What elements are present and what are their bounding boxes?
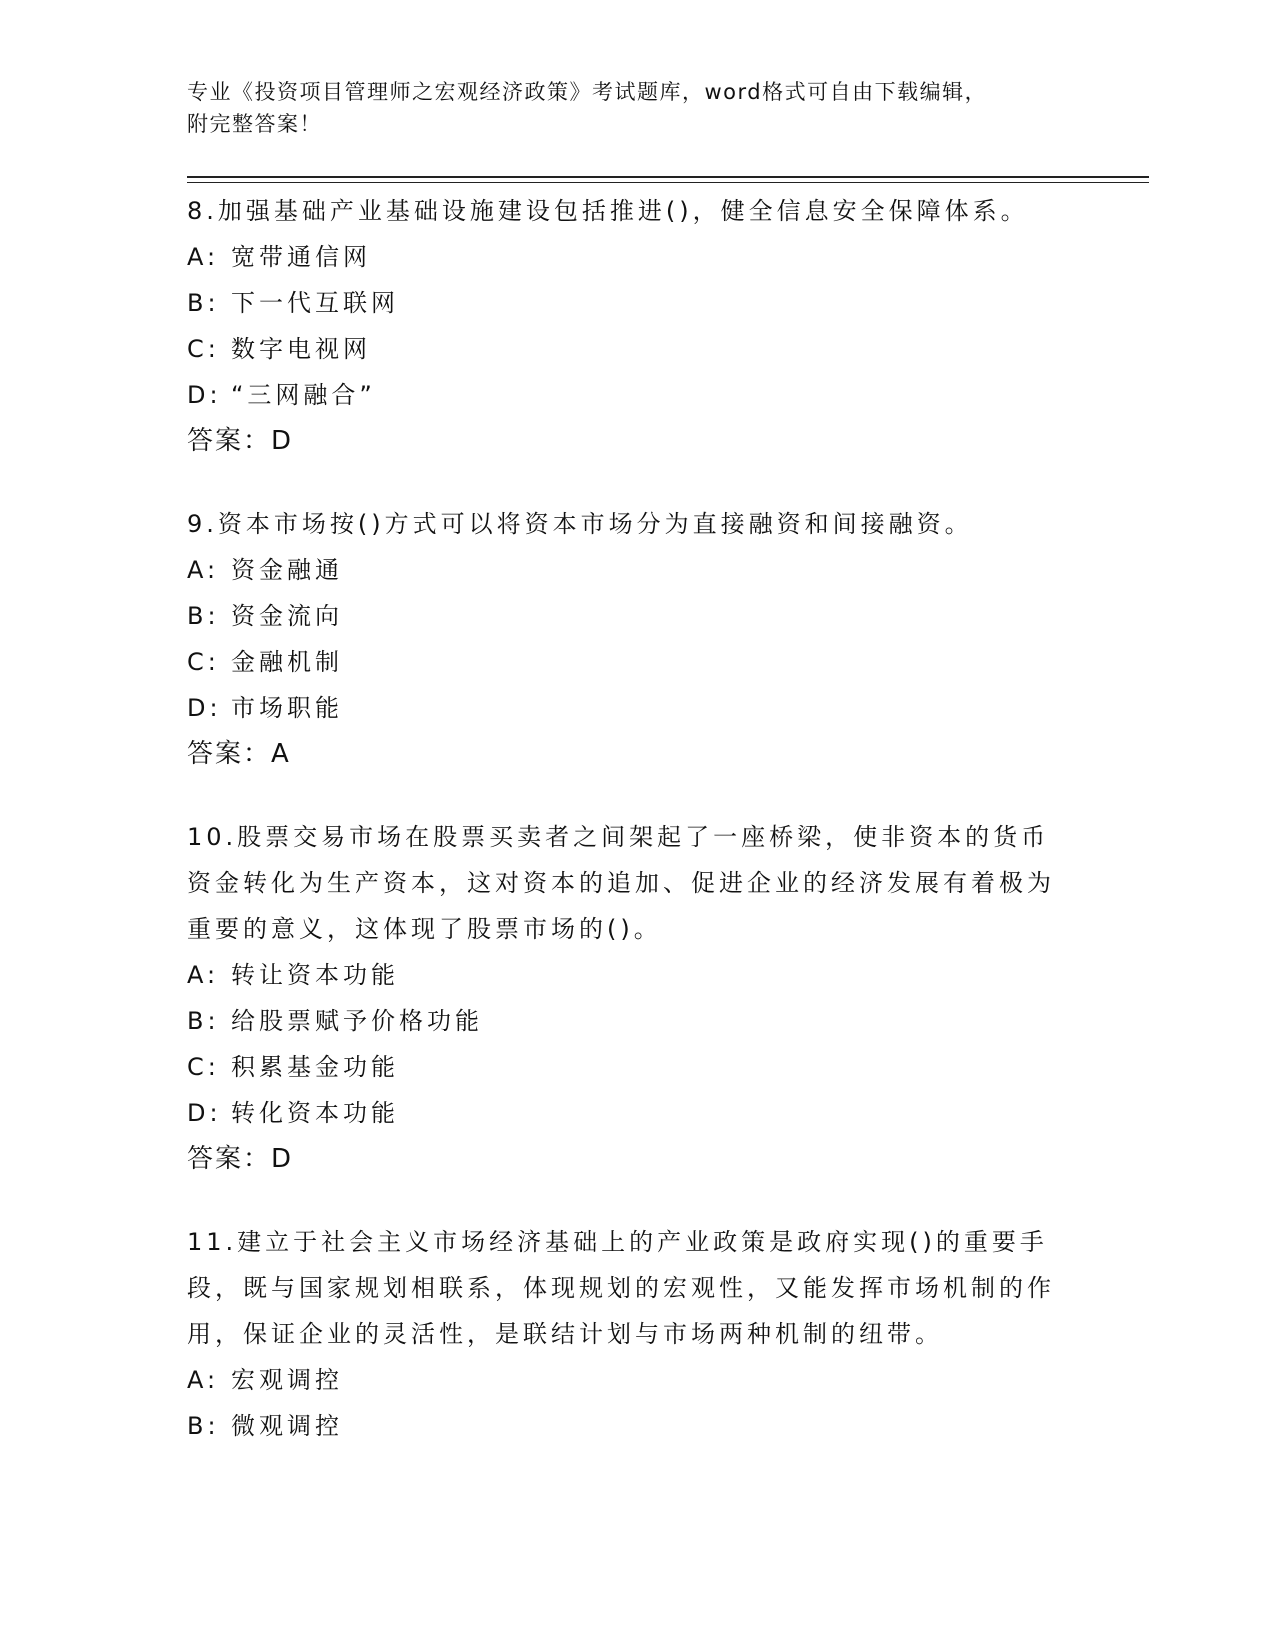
option-b — [187, 280, 1087, 326]
question-11 — [187, 1219, 1087, 1449]
option-a — [187, 1357, 1087, 1403]
option-text: 给股票赋予价格功能 — [231, 1007, 483, 1035]
answer-line: 答案：D — [187, 426, 294, 456]
answer-line: 答案：D — [187, 1144, 294, 1174]
option-text: 数字电视网 — [231, 335, 371, 363]
option-text: “三网融合” — [231, 381, 376, 409]
document-header — [187, 76, 1087, 140]
option-c — [187, 326, 1087, 372]
option-letter: B: — [187, 289, 220, 317]
option-letter: A: — [187, 1366, 220, 1394]
question-8 — [187, 188, 1087, 464]
option-a — [187, 234, 1087, 280]
question-9 — [187, 501, 1087, 777]
question-stem: 11.建立于社会主义市场经济基础上的产业政策是政府实现()的重要手段，既与国家规划相联系，体现规划的宏观性，又能发挥市场机制的作用，保证企业的灵活性，是联结计划与市场两种机制的纽带。 — [187, 1228, 1055, 1348]
option-text: 转化资本功能 — [231, 1099, 399, 1127]
option-text: 微观调控 — [231, 1412, 343, 1440]
option-letter: C: — [187, 1053, 220, 1081]
option-c — [187, 639, 1087, 685]
question-stem: 8.加强基础产业基础设施建设包括推进()，健全信息安全保障体系。 — [187, 197, 1029, 225]
option-text: 资金流向 — [231, 602, 343, 630]
question-stem: 10.股票交易市场在股票买卖者之间架起了一座桥梁，使非资本的货币资金转化为生产资本，这对资本的追加、促进企业的经济发展有着极为重要的意义，这体现了股票市场的()。 — [187, 823, 1055, 943]
option-d — [187, 685, 1087, 731]
option-letter: D: — [187, 381, 222, 409]
option-text: 市场职能 — [231, 694, 343, 722]
option-text: 转让资本功能 — [231, 961, 399, 989]
option-text: 金融机制 — [231, 648, 343, 676]
option-letter: B: — [187, 1412, 220, 1440]
question-list — [187, 188, 1087, 1486]
header-line-2: 附完整答案！ — [187, 112, 322, 136]
question-10 — [187, 814, 1087, 1182]
option-b — [187, 1403, 1087, 1449]
option-a — [187, 547, 1087, 593]
header-line-1: 专业《投资项目管理师之宏观经济政策》考试题库，word格式可自由下载编辑， — [187, 80, 988, 104]
option-letter: B: — [187, 1007, 220, 1035]
option-letter: C: — [187, 335, 220, 363]
option-d — [187, 372, 1087, 418]
option-b — [187, 593, 1087, 639]
answer-line: 答案：A — [187, 739, 291, 769]
option-text: 积累基金功能 — [231, 1053, 399, 1081]
option-letter: D: — [187, 1099, 222, 1127]
question-stem: 9.资本市场按()方式可以将资本市场分为直接融资和间接融资。 — [187, 510, 973, 538]
option-d — [187, 1090, 1087, 1136]
option-letter: A: — [187, 243, 220, 271]
option-c — [187, 1044, 1087, 1090]
option-text: 宏观调控 — [231, 1366, 343, 1394]
option-text: 资金融通 — [231, 556, 343, 584]
option-text: 宽带通信网 — [231, 243, 371, 271]
option-a — [187, 952, 1087, 998]
option-text: 下一代互联网 — [231, 289, 399, 317]
option-letter: D: — [187, 694, 222, 722]
option-letter: B: — [187, 602, 220, 630]
header-divider-thick — [187, 176, 1149, 178]
option-letter: A: — [187, 556, 220, 584]
option-letter: A: — [187, 961, 220, 989]
option-letter: C: — [187, 648, 220, 676]
header-divider-thin — [187, 182, 1149, 183]
option-b — [187, 998, 1087, 1044]
